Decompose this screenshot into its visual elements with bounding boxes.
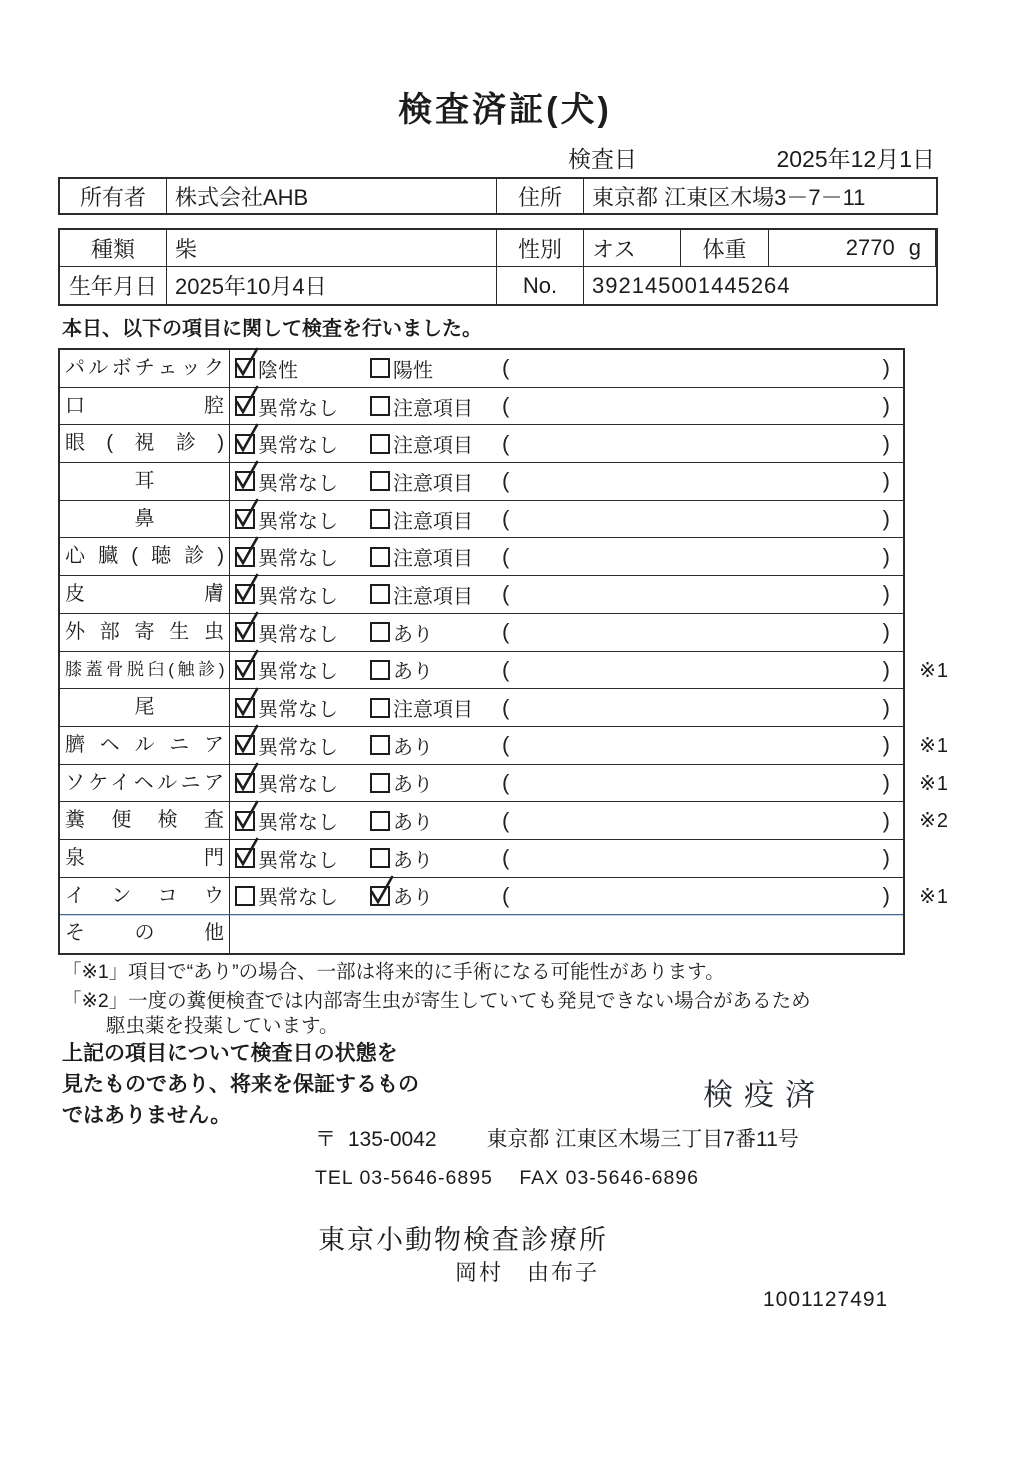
checkbox-icon bbox=[235, 848, 255, 868]
checklist-item-label: 尾 bbox=[60, 689, 230, 726]
checklist-row bbox=[60, 652, 949, 690]
option-label: 注意項目 bbox=[393, 510, 473, 533]
paren-close: ) bbox=[882, 694, 890, 720]
checklist-item-label: 耳 bbox=[60, 463, 230, 500]
paren-close: ) bbox=[882, 656, 890, 682]
option-label: あり bbox=[393, 774, 433, 797]
weight-label: 体重 bbox=[681, 230, 769, 267]
check-mark-icon bbox=[233, 762, 261, 792]
checklist-item-label: 膝蓋骨脱臼(触診) bbox=[60, 652, 230, 689]
paren-close: ) bbox=[882, 543, 890, 569]
postal-code: 135-0042 bbox=[347, 1128, 437, 1151]
owner-label: 所有者 bbox=[60, 179, 167, 213]
paren-close: ) bbox=[882, 468, 890, 494]
checklist-row bbox=[60, 388, 903, 426]
paren-open: ( bbox=[502, 882, 510, 908]
option-label: 異常なし bbox=[258, 774, 338, 797]
quarantine-stamp: 検疫済 bbox=[703, 1079, 826, 1112]
check-mark-icon bbox=[233, 687, 261, 717]
paren-close: ) bbox=[882, 769, 890, 795]
checkbox-icon bbox=[370, 396, 390, 416]
option-label: 異常なし bbox=[258, 510, 338, 533]
checklist-item-options bbox=[230, 802, 903, 839]
checkbox-icon bbox=[370, 698, 390, 718]
option-label: 異常なし bbox=[258, 812, 338, 835]
option-label: 注意項目 bbox=[393, 435, 473, 458]
footnote-mark: ※1 bbox=[919, 659, 949, 682]
checklist-item-label: パルボチェック bbox=[60, 350, 230, 387]
checkbox-icon bbox=[370, 886, 390, 906]
paren-open: ( bbox=[502, 506, 510, 532]
paren-close: ) bbox=[882, 393, 890, 419]
address-value: 東京都 江東区木場3－7－11 bbox=[592, 184, 866, 210]
checklist-row bbox=[60, 425, 903, 463]
option-unchecked bbox=[370, 354, 502, 383]
option-label: 異常なし bbox=[258, 699, 338, 722]
paren-close: ) bbox=[882, 845, 890, 871]
checklist-item-label: 臍ヘルニア bbox=[60, 727, 230, 764]
checkbox-icon bbox=[235, 547, 255, 567]
option-checked bbox=[370, 881, 502, 910]
footnote-2-continued: 駆虫薬を投薬しています。 bbox=[106, 1015, 339, 1037]
check-mark-icon bbox=[233, 573, 261, 603]
option-label: 陽性 bbox=[393, 359, 433, 382]
paren-open: ( bbox=[502, 769, 510, 795]
option-unchecked bbox=[370, 467, 502, 496]
option-label: あり bbox=[393, 661, 433, 684]
checkbox-icon bbox=[235, 471, 255, 491]
clinic-address: 東京都 江東区木場三丁目7番11号 bbox=[486, 1128, 799, 1151]
checkbox-icon bbox=[370, 358, 390, 378]
checklist-item-options bbox=[230, 765, 903, 802]
birth-value: 2025年10月4日 bbox=[167, 267, 497, 304]
disclaimer-line-3: ではありません。 bbox=[62, 1104, 232, 1127]
checklist-item-label: インコウ bbox=[60, 878, 230, 915]
checklist-item-options bbox=[230, 878, 903, 915]
checklist-item-label: 外部寄生虫 bbox=[60, 614, 230, 651]
option-checked bbox=[235, 392, 370, 421]
checklist-item-options bbox=[230, 501, 903, 538]
option-unchecked bbox=[370, 806, 502, 835]
checkbox-icon bbox=[370, 848, 390, 868]
option-unchecked bbox=[370, 505, 502, 534]
option-checked bbox=[235, 429, 370, 458]
paren-open: ( bbox=[502, 656, 510, 682]
paren-close: ) bbox=[882, 807, 890, 833]
checklist-item-options bbox=[230, 652, 903, 689]
disclaimer-line-1: 上記の項目について検査日の状態を bbox=[62, 1042, 398, 1065]
sex-value: オス bbox=[584, 230, 681, 267]
sex-label: 性別 bbox=[497, 230, 584, 267]
tel-number: TEL 03-5646-6895 bbox=[315, 1167, 493, 1189]
option-checked bbox=[235, 693, 370, 722]
option-label: 注意項目 bbox=[393, 585, 473, 608]
checklist-item-options bbox=[230, 840, 903, 877]
checklist-table bbox=[58, 348, 949, 955]
checklist-row bbox=[60, 576, 903, 614]
paren-close: ) bbox=[882, 732, 890, 758]
option-checked bbox=[235, 618, 370, 647]
option-checked bbox=[235, 655, 370, 684]
checklist-row bbox=[60, 689, 903, 727]
option-checked bbox=[235, 542, 370, 571]
option-unchecked bbox=[370, 693, 502, 722]
checkbox-icon bbox=[370, 584, 390, 604]
animal-table bbox=[58, 228, 938, 306]
checkbox-icon bbox=[235, 584, 255, 604]
postal-mark: 〒 bbox=[315, 1128, 336, 1151]
paren-open: ( bbox=[502, 355, 510, 381]
no-label: No. bbox=[497, 267, 584, 304]
paren-close: ) bbox=[882, 355, 890, 381]
checklist-item-options bbox=[230, 350, 903, 387]
checkbox-icon bbox=[370, 547, 390, 567]
option-label: 異常なし bbox=[258, 585, 338, 608]
owner-value: 株式会社AHB bbox=[167, 179, 497, 213]
footnote-mark: ※2 bbox=[919, 810, 949, 833]
footnote-mark: ※1 bbox=[919, 885, 949, 908]
option-unchecked bbox=[370, 618, 502, 647]
option-checked bbox=[235, 505, 370, 534]
page-title: 検査済証(犬) bbox=[398, 91, 612, 129]
exam-date-value: 2025年12月1日 bbox=[776, 146, 935, 172]
option-label: 注意項目 bbox=[393, 548, 473, 571]
clinic-tel-line bbox=[315, 1167, 699, 1190]
clinic-name: 東京小動物検査診療所 bbox=[318, 1225, 608, 1255]
fax-number: FAX 03-5646-6896 bbox=[519, 1167, 700, 1189]
disclaimer-line-2: 見たものであり、将来を保証するもの bbox=[62, 1073, 419, 1096]
checkbox-icon bbox=[235, 773, 255, 793]
checkbox-icon bbox=[370, 509, 390, 529]
paren-open: ( bbox=[502, 581, 510, 607]
checklist-row bbox=[60, 727, 949, 765]
checklist-row bbox=[60, 802, 949, 840]
checklist-row bbox=[60, 915, 903, 953]
option-label: あり bbox=[393, 849, 433, 872]
checklist-item-options bbox=[230, 576, 903, 613]
no-value: 392145001445264 bbox=[592, 272, 791, 298]
option-checked bbox=[235, 354, 370, 383]
address-label: 住所 bbox=[497, 179, 584, 213]
checklist-row bbox=[60, 463, 903, 501]
option-label: 異常なし bbox=[258, 548, 338, 571]
option-label: 注意項目 bbox=[393, 699, 473, 722]
option-unchecked bbox=[370, 392, 502, 421]
option-checked bbox=[235, 731, 370, 760]
checkbox-icon bbox=[235, 622, 255, 642]
option-checked bbox=[235, 844, 370, 873]
option-label: あり bbox=[393, 623, 433, 646]
option-unchecked bbox=[370, 542, 502, 571]
option-checked bbox=[235, 806, 370, 835]
option-label: 異常なし bbox=[258, 472, 338, 495]
checkbox-icon bbox=[235, 358, 255, 378]
check-mark-icon bbox=[233, 611, 261, 641]
checkbox-icon bbox=[235, 811, 255, 831]
checklist-row bbox=[60, 614, 903, 652]
option-label: 異常なし bbox=[258, 849, 338, 872]
option-label: 異常なし bbox=[258, 623, 338, 646]
checkbox-icon bbox=[235, 509, 255, 529]
checkbox-icon bbox=[370, 622, 390, 642]
check-mark-icon bbox=[233, 460, 261, 490]
checklist-row bbox=[60, 878, 949, 916]
footnote-1: 「※1」項目で“あり”の場合、一部は将来的に手術になる可能性があります。 bbox=[62, 961, 725, 983]
option-label: 注意項目 bbox=[393, 397, 473, 420]
check-mark-icon bbox=[233, 423, 261, 453]
weight-value bbox=[769, 230, 936, 267]
check-mark-icon bbox=[233, 837, 261, 867]
checkbox-icon bbox=[235, 396, 255, 416]
checkbox-icon bbox=[370, 660, 390, 680]
paren-open: ( bbox=[502, 543, 510, 569]
check-mark-icon bbox=[233, 649, 261, 679]
option-unchecked bbox=[370, 731, 502, 760]
paren-open: ( bbox=[502, 393, 510, 419]
option-label: あり bbox=[393, 887, 433, 910]
option-checked bbox=[235, 467, 370, 496]
option-checked bbox=[235, 768, 370, 797]
weight-number: 2770 bbox=[845, 235, 895, 260]
option-label: 異常なし bbox=[258, 887, 338, 910]
check-mark-icon bbox=[233, 385, 261, 415]
checklist-item-label: 眼(視診) bbox=[60, 425, 230, 462]
examiner-name: 岡村 由布子 bbox=[455, 1260, 600, 1285]
paren-open: ( bbox=[502, 732, 510, 758]
paren-close: ) bbox=[882, 506, 890, 532]
checklist-item-options bbox=[230, 614, 903, 651]
check-mark-icon bbox=[233, 347, 261, 377]
checkbox-icon bbox=[235, 698, 255, 718]
checklist-item-label: 鼻 bbox=[60, 501, 230, 538]
option-label: 異常なし bbox=[258, 397, 338, 420]
paren-open: ( bbox=[502, 845, 510, 871]
check-mark-icon bbox=[368, 875, 396, 905]
checklist-item-options bbox=[230, 915, 903, 953]
checklist-item-options bbox=[230, 538, 903, 575]
checkbox-icon bbox=[370, 773, 390, 793]
option-unchecked bbox=[235, 881, 370, 910]
checkbox-icon bbox=[370, 471, 390, 491]
weight-unit: g bbox=[908, 235, 921, 260]
option-label: 異常なし bbox=[258, 435, 338, 458]
paren-close: ) bbox=[882, 581, 890, 607]
checklist-item-label: 口腔 bbox=[60, 388, 230, 425]
checklist-item-label: 皮膚 bbox=[60, 576, 230, 613]
option-unchecked bbox=[370, 768, 502, 797]
option-label: 注意項目 bbox=[393, 472, 473, 495]
checklist-item-options bbox=[230, 425, 903, 462]
check-mark-icon bbox=[233, 800, 261, 830]
checklist-item-options bbox=[230, 388, 903, 425]
birth-label: 生年月日 bbox=[60, 267, 167, 304]
check-mark-icon bbox=[233, 498, 261, 528]
paren-open: ( bbox=[502, 468, 510, 494]
paren-close: ) bbox=[882, 430, 890, 456]
footnote-mark: ※1 bbox=[919, 734, 949, 757]
option-unchecked bbox=[370, 429, 502, 458]
disclaimer-statement bbox=[62, 1038, 419, 1131]
checklist-row bbox=[60, 840, 903, 878]
check-mark-icon bbox=[233, 724, 261, 754]
owner-table bbox=[58, 177, 938, 215]
checkbox-icon bbox=[235, 735, 255, 755]
checklist-item-options bbox=[230, 727, 903, 764]
breed-value: 柴 bbox=[167, 230, 497, 267]
paren-open: ( bbox=[502, 694, 510, 720]
checkbox-icon bbox=[370, 811, 390, 831]
paren-open: ( bbox=[502, 619, 510, 645]
checklist-row bbox=[60, 765, 949, 803]
option-label: あり bbox=[393, 812, 433, 835]
option-label: あり bbox=[393, 736, 433, 759]
paren-close: ) bbox=[882, 619, 890, 645]
option-checked bbox=[235, 580, 370, 609]
check-mark-icon bbox=[233, 536, 261, 566]
checkbox-icon bbox=[235, 886, 255, 906]
checklist-item-options bbox=[230, 689, 903, 726]
checklist-row bbox=[60, 350, 903, 388]
paren-open: ( bbox=[502, 807, 510, 833]
checklist-item-options bbox=[230, 463, 903, 500]
checkbox-icon bbox=[370, 735, 390, 755]
paren-open: ( bbox=[502, 430, 510, 456]
breed-label: 種類 bbox=[60, 230, 167, 267]
checklist-item-label: ソケイヘルニア bbox=[60, 765, 230, 802]
checkbox-icon bbox=[235, 660, 255, 680]
option-unchecked bbox=[370, 655, 502, 684]
option-unchecked bbox=[370, 580, 502, 609]
document-number: 1001127491 bbox=[763, 1288, 889, 1311]
checkbox-icon bbox=[370, 434, 390, 454]
checklist-item-label: 心臓(聴診) bbox=[60, 538, 230, 575]
clinic-postal-line bbox=[315, 1123, 799, 1153]
footnote-mark: ※1 bbox=[919, 772, 949, 795]
exam-date-label: 検査日 bbox=[568, 146, 637, 172]
checklist-row bbox=[60, 501, 903, 539]
checklist-item-label: 糞便検査 bbox=[60, 802, 230, 839]
intro-text: 本日、以下の項目に関して検査を行いました。 bbox=[62, 318, 482, 340]
option-label: 陰性 bbox=[258, 359, 298, 382]
checklist-item-label: その他 bbox=[60, 915, 230, 953]
checklist-item-label: 泉門 bbox=[60, 840, 230, 877]
footnote-2: 「※2」一度の糞便検査では内部寄生虫が寄生していても発見できない場合があるため bbox=[62, 990, 811, 1012]
checklist-row bbox=[60, 538, 903, 576]
option-label: 異常なし bbox=[258, 661, 338, 684]
paren-close: ) bbox=[882, 882, 890, 908]
checkbox-icon bbox=[235, 434, 255, 454]
option-unchecked bbox=[370, 844, 502, 873]
option-label: 異常なし bbox=[258, 736, 338, 759]
